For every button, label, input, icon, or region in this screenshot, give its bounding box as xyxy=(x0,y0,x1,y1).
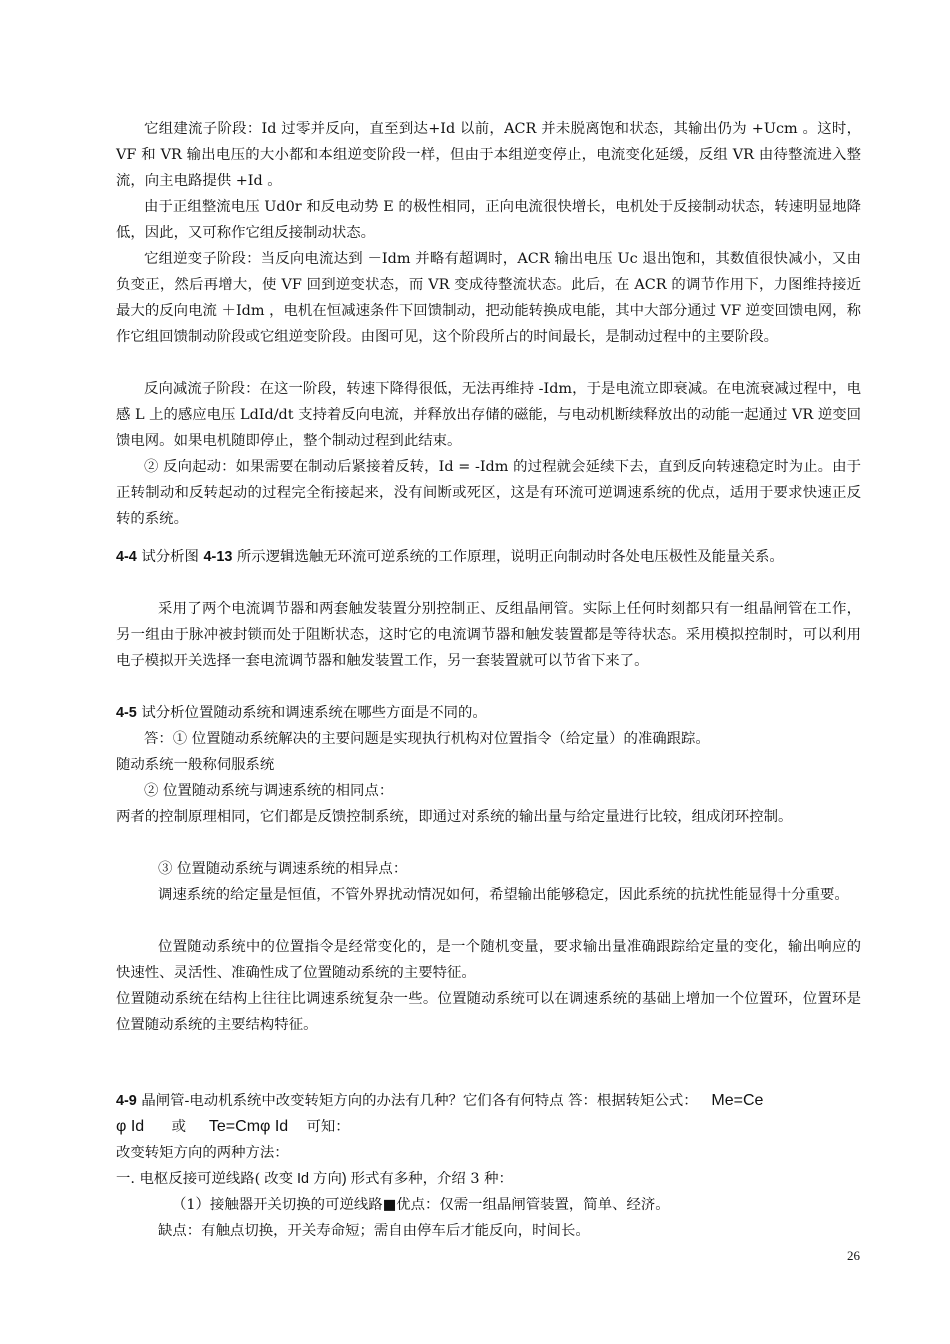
figure-ref: 4-13 xyxy=(203,549,233,565)
question-4-9: 4-9 晶闸管-电动机系统中改变转矩方向的办法有几种？它们各有何特点 答：根据转矩公式： Me=Ce φ Id 或 Te=Cmφ Id 可知： xyxy=(116,1092,764,1135)
question-number: 4-9 xyxy=(116,1093,137,1109)
answer-4-5-point-2: ② 位置随动系统与调速系统的相同点： xyxy=(144,783,394,799)
question-4-5: 4-5 试分析位置随动系统和调速系统在哪些方面是不同的。 xyxy=(116,705,487,721)
method-armature-reverse: 一. 电枢反接可逆线路( 改变 Id 方向) 形式有多种，介绍 3 种： xyxy=(116,1171,513,1187)
answer-4-5-structure: 位置随动系统在结构上往往比调速系统复杂一些。位置随动系统可以在调速系统的基础上增加一个位置环，位置环是位置随动系统的主要结构特征。 xyxy=(116,991,861,1033)
formula-phi-id: φ Id xyxy=(116,1118,145,1135)
paragraph-reverse-braking: 由于正组整流电压 Ud0r 和反电动势 E 的极性相同，正向电流很快增长，电机处于反接制动状态，转速明显地降低，因此，又可称作它组反接制动状态。 xyxy=(116,199,861,241)
answer-4-5-position-system: 位置随动系统中的位置指令是经常变化的，是一个随机变量，要求输出量准确跟踪给定量的变化，输出响应的快速性、灵活性、准确性成了位置随动系统的主要特征。 xyxy=(116,939,861,981)
paragraph-inversion-stage: 它组逆变子阶段：当反向电流达到 －Idm 并略有超调时，ACR 输出电压 Uc 退出饱和，其数值很快减小，又由负变正，然后再增大，使 VF 回到逆变状态，而 VR 变成待整流状态。此后，在 ACR 的调节作用下，力图维持接近最大的反向电流 ＋Idm ，电机在恒减速条件下回馈制动，把动能转换成电能，其中大部分通过 VF 逆变回馈电网，称作它组回馈制动阶段或它组逆变阶段。由图可见，这个阶段所占的时间最长，是制动过程中的主要阶段。 xyxy=(116,251,861,345)
question-number: 4-4 xyxy=(116,549,137,565)
paragraph-reverse-start: ② 反向起动：如果需要在制动后紧接着反转，Id = -Idm 的过程就会延续下去，直到反向转速稳定时为止。由于正转制动和反转起动的过程完全衔接起来，没有间断或死区，这是有环流可逆调速系统的优点，适用于要求快速正反转的系统。 xyxy=(116,459,861,527)
formula-me: Me=Ce xyxy=(711,1092,764,1109)
method-contactor-switch: （1）接触器开关切换的可逆线路■优点：仅需一组晶闸管装置，简单、经济。 xyxy=(172,1197,670,1213)
answer-4-5-common: 两者的控制原理相同，它们都是反馈控制系统，即通过对系统的输出量与给定量进行比较，组成闭环控制。 xyxy=(116,809,793,825)
paragraph-reverse-current-build: 它组建流子阶段：Id 过零并反向，直至到达+Id 以前，ACR 并未脱离饱和状态，其输出仍为 +Ucm 。这时，VF 和 VR 输出电压的大小都和本组逆变阶段一样，但由于本组逆变停止，电流变化延缓，反组 VR 由待整流进入整流，向主电路提供 +Id 。 xyxy=(116,121,861,189)
methods-heading: 改变转矩方向的两种方法： xyxy=(116,1145,289,1161)
answer-4-5-speed-system: 调速系统的给定量是恒值，不管外界扰动情况如何，希望输出能够稳定，因此系统的抗扰性能显得十分重要。 xyxy=(158,887,849,903)
paragraph-current-decay: 反向减流子阶段：在这一阶段，转速下降得很低，无法再维持 -Idm，于是电流立即衰减。在电流衰减过程中，电感 L 上的感应电压 LdId/dt 支持着反向电流，并释放出存储的磁能，与电动机断续释放出的动能一起通过 VR 逆变回馈电网。如果电机随即停止，整个制动过程到此结束。 xyxy=(116,381,861,449)
formula-te: Te=Cmφ Id xyxy=(208,1118,289,1135)
answer-4-5-servo-note: 随动系统一般称伺服系统 xyxy=(116,757,275,773)
method-contactor-drawbacks: 缺点：有触点切换，开关寿命短；需自由停车后才能反向，时间长。 xyxy=(158,1223,590,1239)
question-number: 4-5 xyxy=(116,705,137,721)
page-number: 26 xyxy=(847,1248,860,1263)
answer-4-4: 采用了两个电流调节器和两套触发装置分别控制正、反组晶闸管。实际上任何时刻都只有一组晶闸管在工作，另一组由于脉冲被封锁而处于阻断状态，这时它的电流调节器和触发装置都是等待状态。采用模拟控制时，可以利用电子模拟开关选择一套电流调节器和触发装置工作，另一套装置就可以节省下来了。 xyxy=(116,601,861,669)
question-4-4: 4-4 试分析图 4-13 所示逻辑选触无环流可逆系统的工作原理，说明正向制动时各处电压极性及能量关系。 xyxy=(116,549,784,565)
answer-4-5-point-1: 答：① 位置随动系统解决的主要问题是实现执行机构对位置指令（给定量）的准确跟踪。 xyxy=(144,731,710,747)
answer-4-5-point-3: ③ 位置随动系统与调速系统的相异点： xyxy=(158,861,408,877)
